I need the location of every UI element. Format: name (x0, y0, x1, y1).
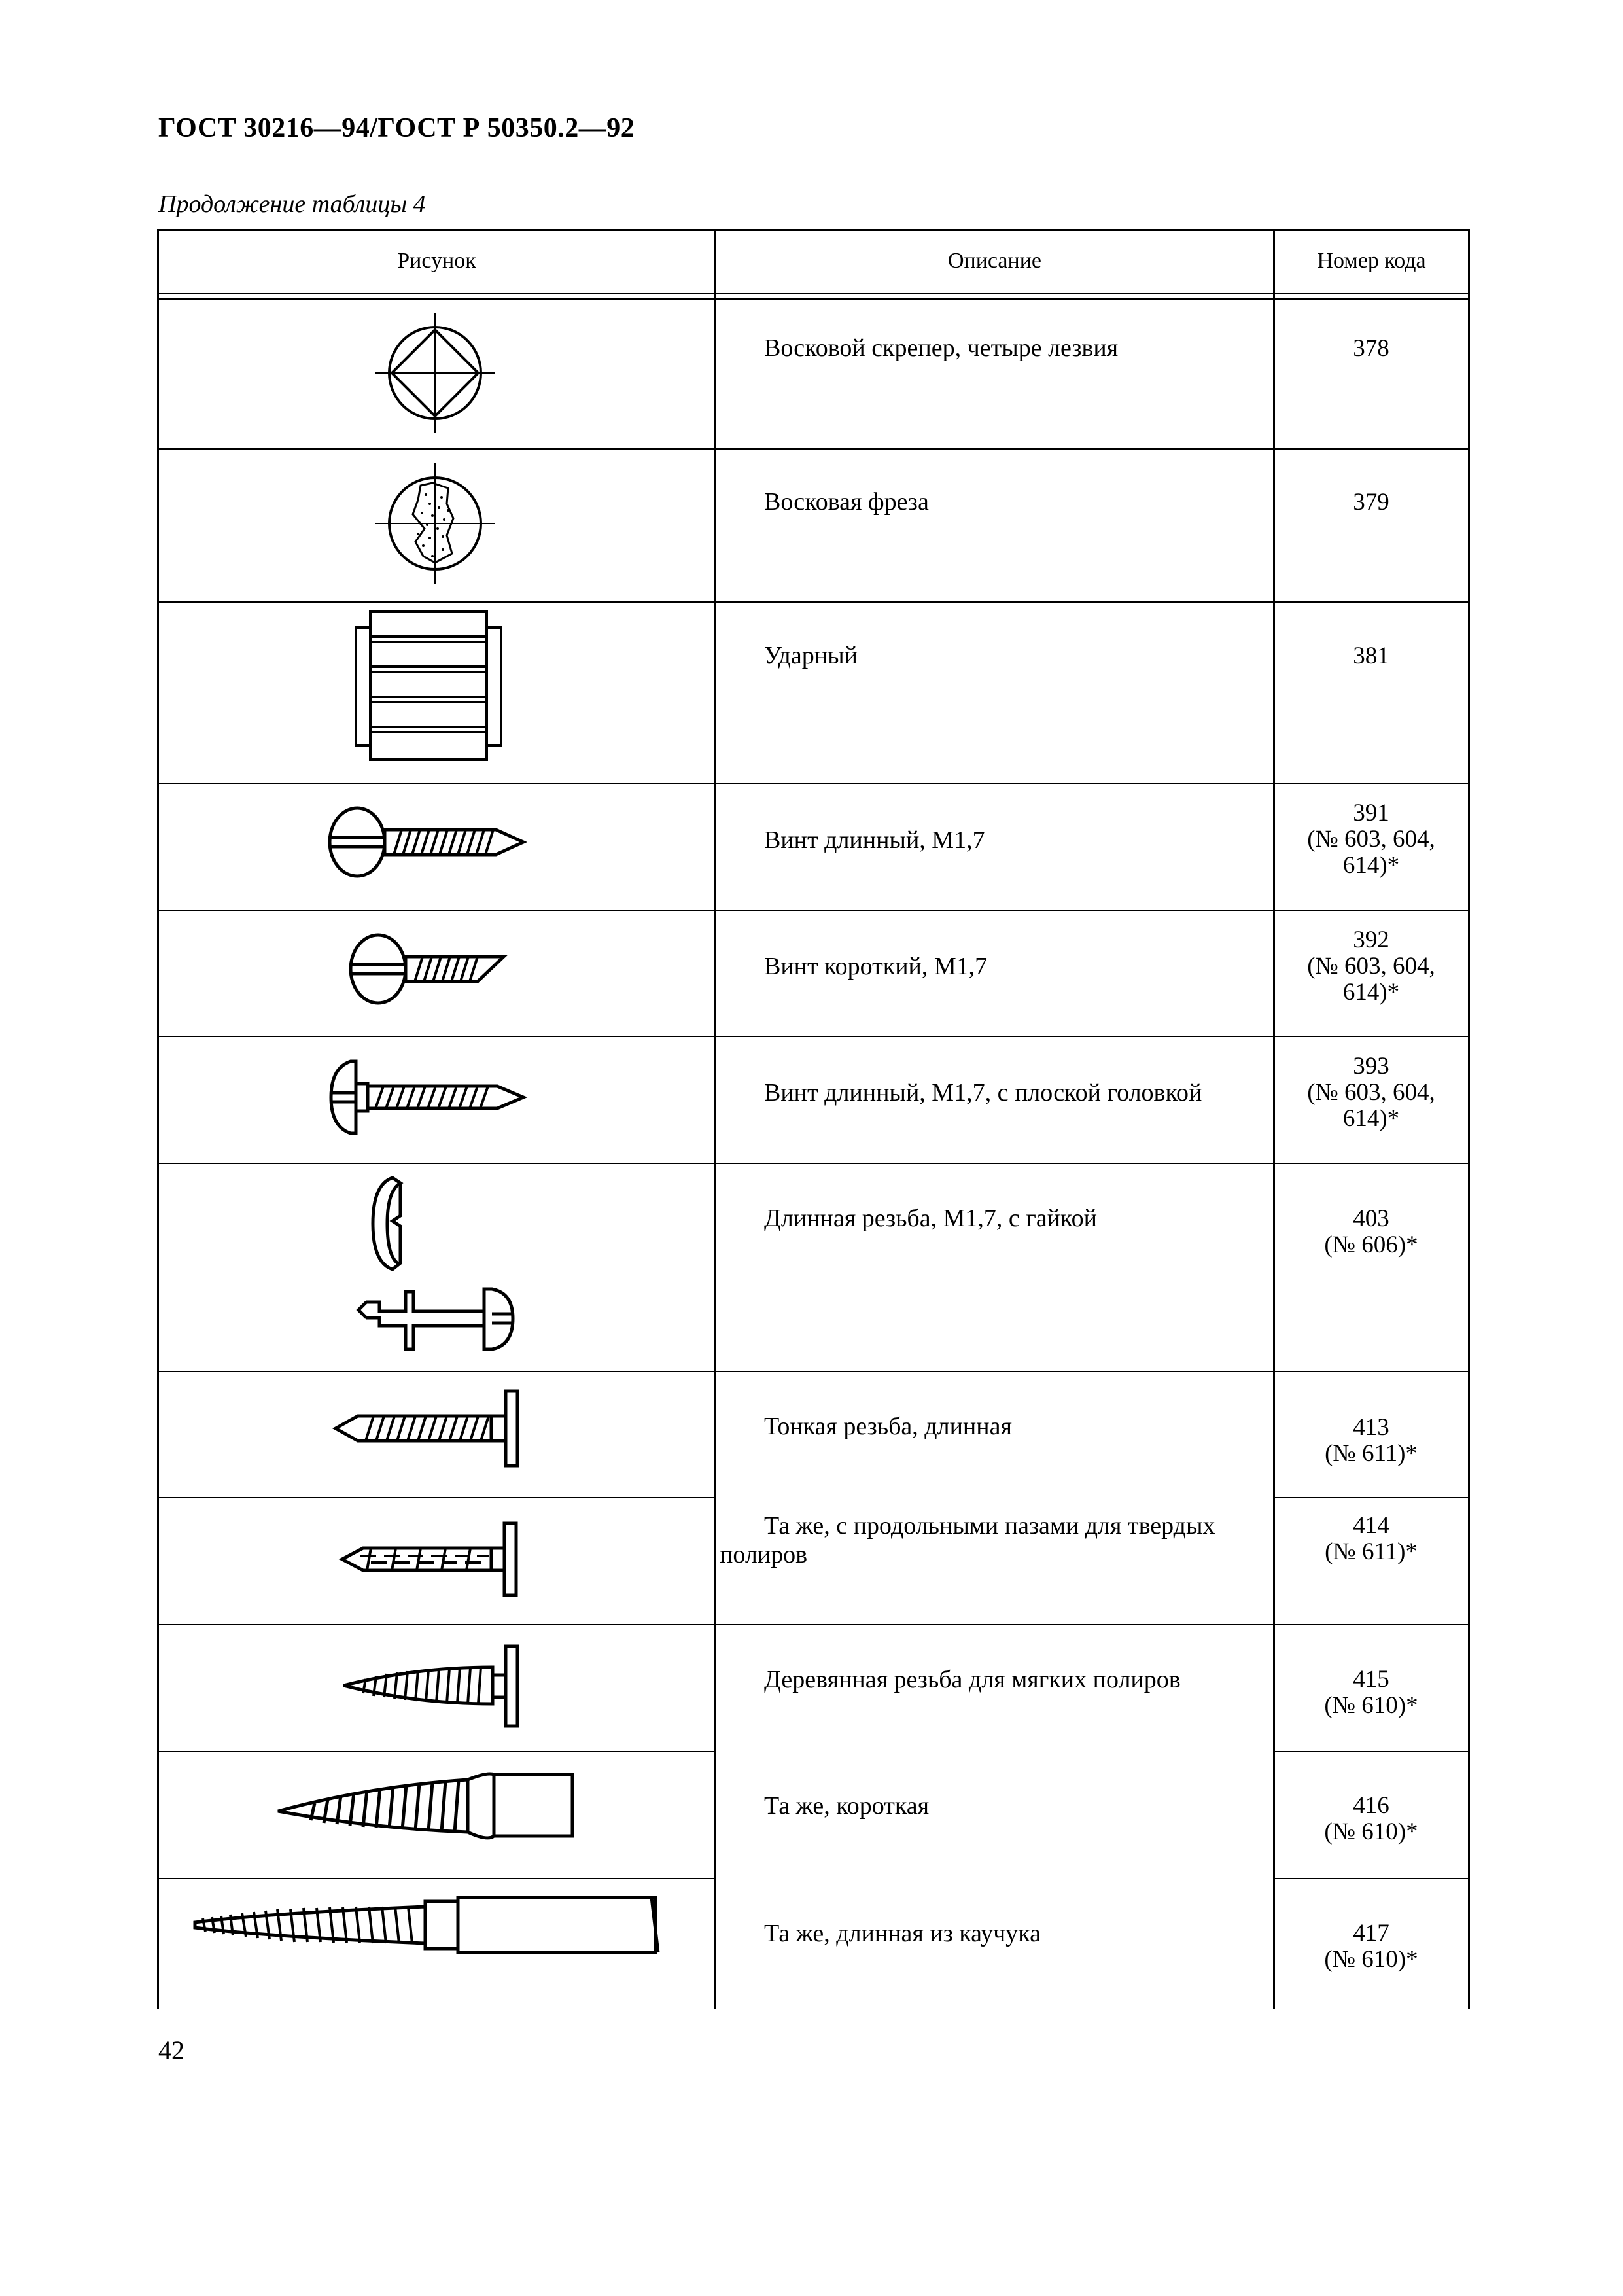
row-description: Та же, длинная из каучука (764, 1920, 1041, 1947)
short-screw-icon (347, 927, 510, 1012)
row-code: 393 (№ 603, 604, 614)* (1307, 1053, 1435, 1132)
flat-head-screw-icon (326, 1055, 529, 1140)
row-code: 415 (№ 610)* (1324, 1666, 1418, 1719)
row-code: 413 (№ 611)* (1325, 1414, 1418, 1467)
row-description: Ударный (764, 642, 858, 669)
row-code: 392 (№ 603, 604, 614)* (1307, 927, 1435, 1006)
document-title: ГОСТ 30216—94/ГОСТ Р 50350.2—92 (158, 113, 635, 143)
row-description: Та же, с продольными пазами для твердых (764, 1512, 1215, 1540)
row-description: полиров (720, 1541, 808, 1568)
wax-cutter-icon (370, 458, 500, 589)
row-description: Винт длинный, М1,7, с плоской головкой (764, 1079, 1202, 1106)
row-code: 381 (1353, 643, 1389, 669)
row-description: Восковая фреза (764, 488, 929, 516)
row-description: Деревянная резьба для мягких полиров (764, 1666, 1181, 1693)
row-description: Винт короткий, М1,7 (764, 953, 988, 980)
thread-with-nut-icon (340, 1171, 536, 1368)
table-continuation-label: Продолжение таблицы 4 (158, 190, 426, 218)
row-code: 379 (1353, 489, 1389, 516)
row-description: Восковой скрепер, четыре лезвия (764, 334, 1119, 362)
column-header-code: Номер кода (1317, 249, 1426, 273)
column-header-description: Описание (947, 249, 1042, 273)
wax-scraper-icon (370, 308, 500, 438)
row-description: Та же, короткая (764, 1792, 930, 1820)
row-description: Длинная резьба, М1,7, с гайкой (764, 1205, 1097, 1232)
row-code: 378 (1353, 335, 1389, 362)
impact-tool-icon (353, 605, 504, 769)
grooved-thread-icon (337, 1517, 527, 1602)
rubber-long-thread-icon (190, 1884, 667, 1969)
short-wood-thread-icon (271, 1760, 585, 1852)
row-code: 391 (№ 603, 604, 614)* (1307, 800, 1435, 879)
row-code: 417 (№ 610)* (1324, 1920, 1418, 1973)
row-description: Тонкая резьба, длинная (764, 1413, 1012, 1440)
fine-thread-icon (330, 1386, 527, 1471)
row-description: Винт длинный, М1,7 (764, 826, 985, 854)
wood-thread-icon (337, 1641, 527, 1733)
row-code: 414 (№ 611)* (1325, 1512, 1418, 1565)
long-screw-icon (326, 800, 529, 885)
row-code: 416 (№ 610)* (1324, 1792, 1418, 1845)
column-header-figure: Рисунок (397, 249, 476, 273)
row-code: 403 (№ 606)* (1324, 1205, 1418, 1258)
page-number: 42 (158, 2036, 184, 2065)
